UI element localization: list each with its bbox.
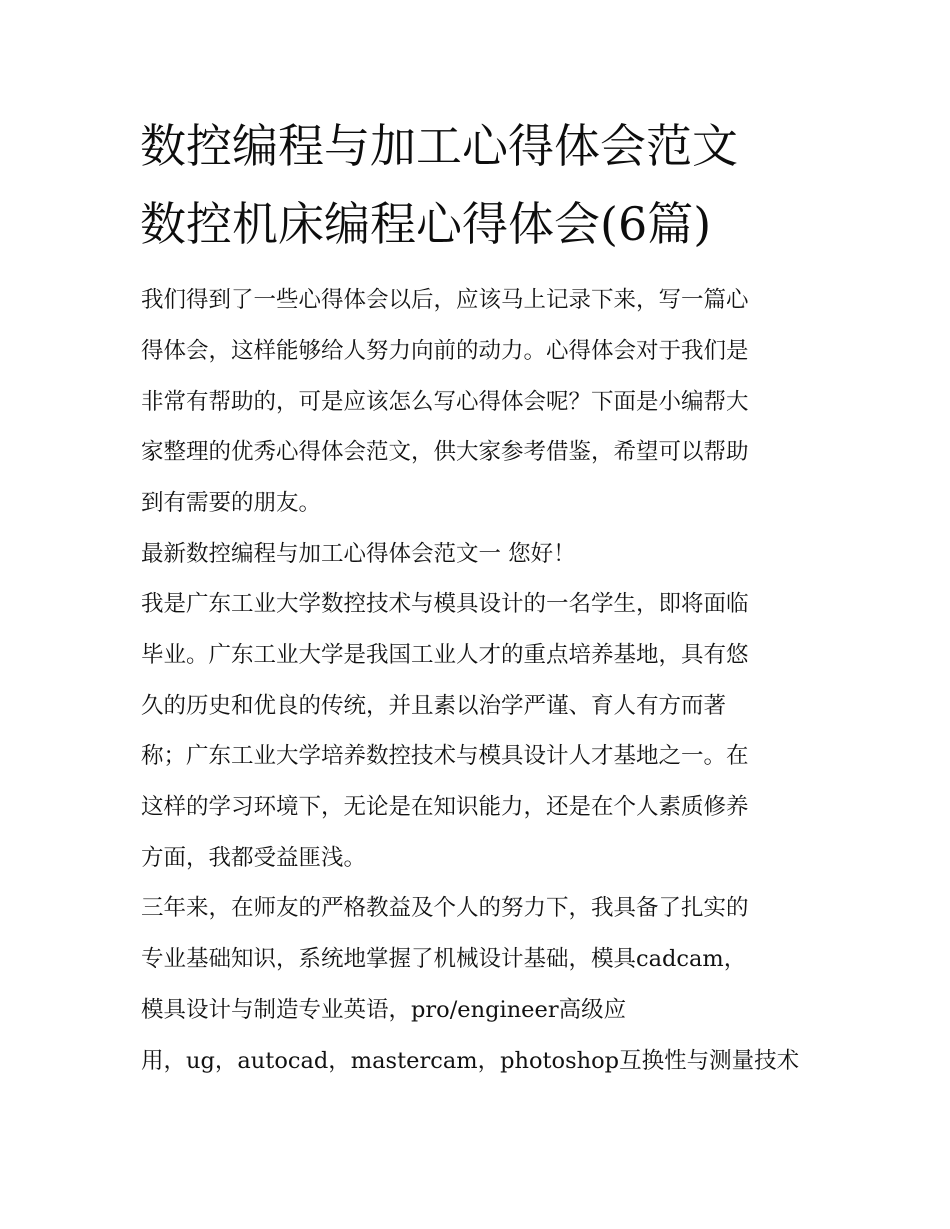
body-text-line: 模具设计与制造专业英语，pro/engineer高级应 [141, 997, 627, 1023]
document-title-line-2: 数控机床编程心得体会(6篇) [140, 197, 712, 251]
body-text-line: 我们得到了一些心得体会以后，应该马上记录下来，写一篇心 [141, 287, 749, 313]
body-text-line: 我是广东工业大学数控技术与模具设计的一名学生，即将面临 [141, 591, 749, 617]
section-heading-line: 最新数控编程与加工心得体会范文一 您好！ [141, 541, 576, 567]
document-title-line-1: 数控编程与加工心得体会范文 [140, 119, 738, 173]
body-text-line: 三年来，在师友的严格教益及个人的努力下，我具备了扎实的 [141, 895, 749, 921]
body-text-line: 到有需要的朋友。 [141, 490, 322, 516]
body-text-line: 这样的学习环境下，无论是在知识能力，还是在个人素质修养 [141, 794, 749, 820]
body-text-line: 毕业。广东工业大学是我国工业人才的重点培养基地，具有悠 [141, 642, 749, 668]
body-text-line: 家整理的优秀心得体会范文，供大家参考借鉴，希望可以帮助 [141, 439, 749, 465]
body-text-line: 用，ug，autocad，mastercam，photoshop互换性与测量技术 [141, 1048, 800, 1074]
body-text-line: 专业基础知识，系统地掌握了机械设计基础，模具cadcam， [141, 946, 747, 972]
body-text-line: 得体会，这样能够给人努力向前的动力。心得体会对于我们是 [141, 338, 749, 364]
body-text-line: 方面，我都受益匪浅。 [141, 845, 367, 871]
body-text-line: 久的历史和优良的传统，并且素以治学严谨、育人有方而著 [141, 693, 727, 719]
body-text-line: 非常有帮助的，可是应该怎么写心得体会呢？下面是小编帮大 [141, 389, 749, 415]
body-text-line: 称；广东工业大学培养数控技术与模具设计人才基地之一。在 [141, 743, 749, 769]
